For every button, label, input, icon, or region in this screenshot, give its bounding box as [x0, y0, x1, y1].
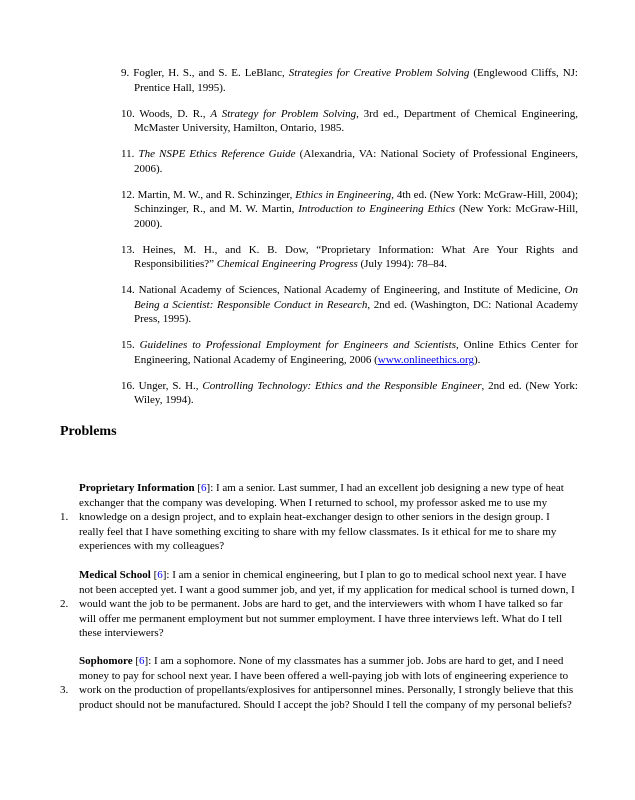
reference-list — [121, 66, 578, 408]
problem-title: Sophomore — [79, 655, 133, 667]
problems-heading: Problems — [60, 424, 117, 439]
reference-item: 10. Woods, D. R., A Strategy for Problem Solving, 3rd ed., Department of Chemical Engineering, McMaster University, Hamilton, Ontario, 1985. — [121, 107, 579, 134]
citation-link[interactable]: 6 — [157, 569, 163, 581]
citation-link[interactable]: 6 — [201, 482, 207, 494]
problem-item: 1. Proprietary Information [6]: I am a senior. Last summer, I had an excellent job designing a new type of heat exchanger that the company was developing. When I returned to school, my professor asked me to use my knowledge on a design project, and to explain heat-exchanger design to other seniors in the design group. I really feel that I have something exciting to share with my fellow classmates. Is it ethical for me to share my experiences with my colleagues? — [60, 482, 564, 552]
problem-item: 2. Medical School [6]: I am a senior in chemical engineering, but I plan to go to medical school next year. I have not been accepted yet. I want a good summer job, and yet, if my application for medical school is turned down, I would want the job to be permanent. Jobs are hard to get, and the interviewers with whom I have talked so far will offer me permanent employment but not summer employment. I have three interviews left. What do I tell these interviewers? — [60, 569, 575, 639]
reference-item: 15. Guidelines to Professional Employment for Engineers and Scientists, Online Ethics Center for Engineering, National Academy of Engineering, 2006 (www.onlineethics.org). — [121, 339, 578, 366]
citation-link[interactable]: 6 — [139, 655, 145, 667]
problem-number: 3. — [60, 684, 69, 696]
problem-title: Medical School — [79, 569, 151, 581]
problem-number: 2. — [60, 598, 69, 610]
problem-item: 3. Sophomore [6]: I am a sophomore. None of my classmates has a summer job. Jobs are hard to get, and I need money to pay for school next year. I have been offered a well-paying job with lots of engineering experience to work on the production of propellants/explosives for antipersonnel mines. Personally, I strongly believe that this product should not be manufactured. Should I accept the job? Should I tell the company of my personal beliefs? — [60, 655, 574, 711]
reference-item: 16. Unger, S. H., Controlling Technology: Ethics and the Responsible Engineer, 2nd ed. (New York: Wiley, 1994). — [121, 379, 578, 406]
reference-item: 13. Heines, M. H., and K. B. Dow, “Proprietary Information: What Are Your Rights and Responsibilities?” Chemical Engineering Progress (July 1994): 78–84. — [121, 243, 578, 270]
reference-item: 14. National Academy of Sciences, National Academy of Engineering, and Institute of Medicine, On Being a Scientist: Responsible Conduct in Research, 2nd ed. (Washington, DC: National Academy Press, 1995). — [121, 284, 578, 325]
problem-title: Proprietary Information — [79, 482, 195, 494]
problem-number: 1. — [60, 511, 69, 523]
reference-item: 11. The NSPE Ethics Reference Guide (Alexandria, VA: National Society of Professional Engineers, 2006). — [121, 148, 579, 175]
reference-item: 12. Martin, M. W., and R. Schinzinger, Ethics in Engineering, 4th ed. (New York: McGraw-Hill, 2004); Schinzinger, R., and M. W. Martin, Introduction to Engineering Ethics (New York: McGraw-Hill, 2000). — [121, 188, 579, 230]
reference-item: 9. Fogler, H. S., and S. E. LeBlanc, Strategies for Creative Problem Solving (Englewood Cliffs, NJ: Prentice Hall, 1995). — [121, 67, 578, 94]
onlineethics-link[interactable]: www.onlineethics.org — [377, 353, 474, 366]
